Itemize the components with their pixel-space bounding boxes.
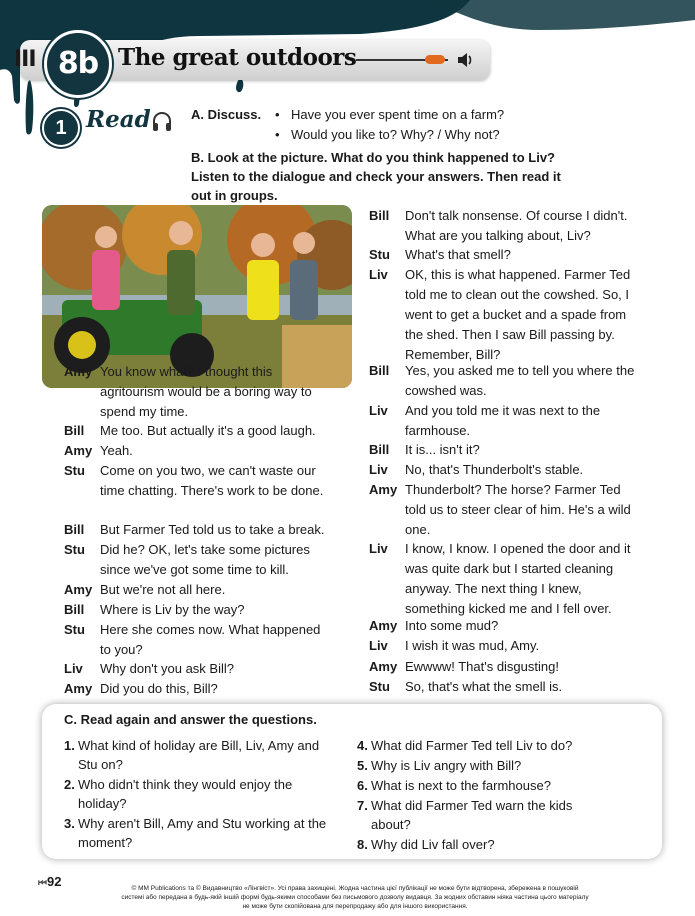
speaker-icon[interactable] xyxy=(456,51,474,69)
question-number: 5. xyxy=(357,758,368,773)
speaker-name: Stu xyxy=(64,463,85,478)
dialogue-text: Into some mud? xyxy=(405,618,499,633)
dialogue-text: Here she comes now. What happened to you? xyxy=(100,622,321,657)
unit-title: The great outdoors xyxy=(118,44,357,71)
dialogue-text: Ewwww! That's disgusting! xyxy=(405,659,559,674)
question-number: 4. xyxy=(357,738,368,753)
speaker-name: Liv xyxy=(64,661,83,676)
dialogue-text: Don't talk nonsense. Of course I didn't. What are you talking about, Liv? xyxy=(405,208,628,243)
question-text: What is next to the farmhouse? xyxy=(371,778,551,793)
speaker-name: Bill xyxy=(64,602,85,617)
farm-picture xyxy=(42,205,352,388)
speaker-name: Stu xyxy=(64,542,85,557)
dialogue-text: Thunderbolt? The horse? Farmer Ted told us to steer clear of him. He's a wild one. xyxy=(405,482,631,537)
speaker-name: Stu xyxy=(64,622,85,637)
headphones-icon xyxy=(150,110,174,134)
question-text: Why did Liv fall over? xyxy=(371,837,495,852)
speaker-name: Amy xyxy=(369,482,398,497)
dialogue-text: Come on you two, we can't waste our time chatting. There's work to be done. xyxy=(100,463,324,498)
speaker-name: Bill xyxy=(369,208,390,223)
speaker-name: Liv xyxy=(369,403,388,418)
page-nav-icon[interactable]: ⏮ xyxy=(38,878,45,889)
dialogue-text: OK, this is what happened. Farmer Ted told me to clean out the cowshed. So, I went to get a bucket and a spade from the shed. Then I saw Bill passing by. Remember, Bill? xyxy=(405,267,631,362)
copyright-notice: © MM Publications та © Видавництво «Лінгвіст». Усі права захищені. Жодна частина цієї публікації не може бути відтворена, збережена в пошуковій системі або передана в будь-якій іншій формі будь-якими способами без письмового дозволу видавця. За жодних обставин ніяка частина цього матеріалу не може бути скопійована для перепродажу або для іншого використання. xyxy=(121,885,589,910)
question-text: What did Farmer Ted tell Liv to do? xyxy=(371,738,573,753)
dialogue-text: Where is Liv by the way? xyxy=(100,602,245,617)
part-a-bullet: • Would you like to? Why? / Why not? xyxy=(275,127,500,142)
dialogue-text: So, that's what the smell is. xyxy=(405,679,563,694)
question-text: What did Farmer Ted warn the kids about? xyxy=(371,798,573,832)
speaker-name: Liv xyxy=(369,541,388,556)
page-number: ⏮ 92 xyxy=(38,874,62,889)
speaker-name: Amy xyxy=(369,618,398,633)
speaker-name: Amy xyxy=(64,582,93,597)
speaker-name: Liv xyxy=(369,462,388,477)
speaker-name: Amy xyxy=(64,364,93,379)
speaker-name: Bill xyxy=(369,363,390,378)
unit-number-badge: 8b xyxy=(44,30,112,98)
unit-bars-mark: III xyxy=(14,47,36,72)
speaker-name: Stu xyxy=(369,679,390,694)
part-a-label: A. Discuss. xyxy=(191,107,262,122)
dialogue-text: Did you do this, Bill? xyxy=(100,681,218,696)
speaker-name: Amy xyxy=(369,659,398,674)
speaker-name: Bill xyxy=(64,423,85,438)
dialogue-text: Why don't you ask Bill? xyxy=(100,661,234,676)
question-text: Who didn't think they would enjoy the holiday? xyxy=(78,777,293,811)
speaker-name: Bill xyxy=(64,522,85,537)
dialogue-text: I know, I know. I opened the door and it was quite dark but I started cleaning anyway. The next thing I knew, something kicked me and I fell over. xyxy=(405,541,631,616)
part-a-bullet: • Have you ever spent time on a farm? xyxy=(275,107,505,122)
exercise-number-badge: 1 xyxy=(42,109,80,147)
dialogue-text: But we're not all here. xyxy=(100,582,226,597)
question-text: Why aren't Bill, Amy and Stu working at the moment? xyxy=(78,816,327,850)
questions-title: C. Read again and answer the questions. xyxy=(64,712,317,727)
audio-slider-knob[interactable] xyxy=(425,55,445,64)
dialogue-text: It is... isn't it? xyxy=(405,442,480,457)
question-number: 3. xyxy=(64,816,75,831)
dialogue-text: Did he? OK, let's take some pictures since we've got some time to kill. xyxy=(100,542,310,577)
question-number: 6. xyxy=(357,778,368,793)
speaker-name: Amy xyxy=(64,443,93,458)
dialogue-text: And you told me it was next to the farmhouse. xyxy=(405,403,601,438)
part-b-instruction: B. Look at the picture. What do you think happened to Liv? Listen to the dialogue and check your answers. Then read it out in groups. xyxy=(191,150,561,203)
dialogue-text: Yeah. xyxy=(100,443,133,458)
dialogue-text: Yes, you asked me to tell you where the cowshed was. xyxy=(405,363,635,398)
speaker-name: Bill xyxy=(369,442,390,457)
dialogue-text: Me too. But actually it's a good laugh. xyxy=(100,423,316,438)
dialogue-text: I wish it was mud, Amy. xyxy=(405,638,540,653)
question-number: 8. xyxy=(357,837,368,852)
dialogue-text: You know what? I thought this agritourism would be a boring way to spend my time. xyxy=(100,364,312,419)
dialogue-text: What's that smell? xyxy=(405,247,511,262)
speaker-name: Stu xyxy=(369,247,390,262)
question-number: 1. xyxy=(64,738,75,753)
question-number: 7. xyxy=(357,798,368,813)
speaker-name: Amy xyxy=(64,681,93,696)
dialogue-text: But Farmer Ted told us to take a break. xyxy=(100,522,325,537)
exercise-title: Read xyxy=(86,106,151,133)
dialogue-text: No, that's Thunderbolt's stable. xyxy=(405,462,584,477)
question-text: Why is Liv angry with Bill? xyxy=(371,758,522,773)
question-text: What kind of holiday are Bill, Liv, Amy and Stu on? xyxy=(78,738,320,772)
question-number: 2. xyxy=(64,777,75,792)
speaker-name: Liv xyxy=(369,267,388,282)
speaker-name: Liv xyxy=(369,638,388,653)
